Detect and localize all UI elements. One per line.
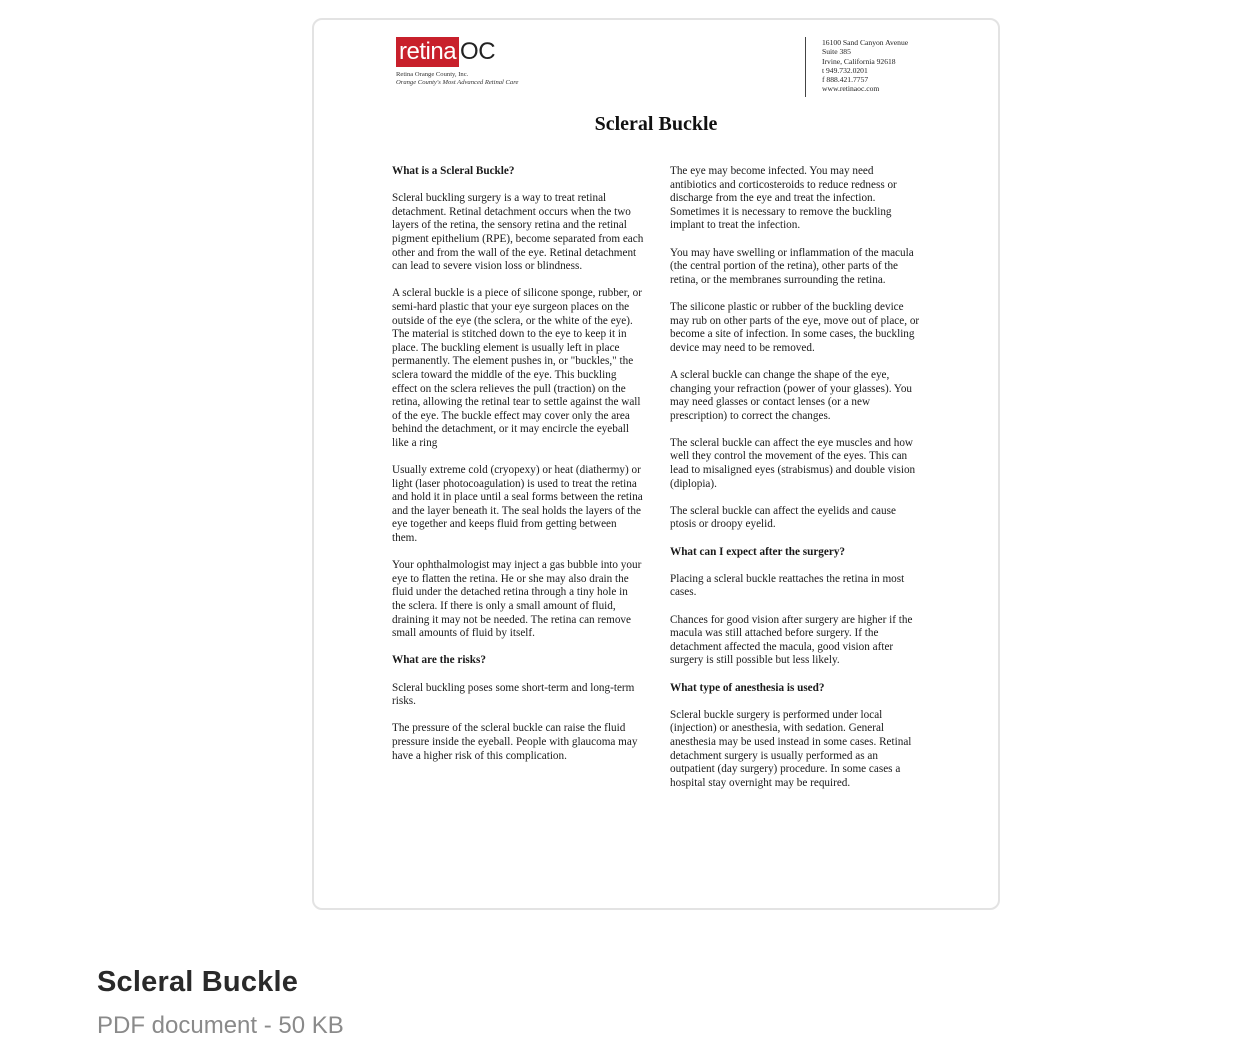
section-heading: What can I expect after the surgery? [670, 545, 846, 558]
logo-subtitle [396, 71, 518, 87]
letterhead-divider [805, 37, 806, 97]
paragraph: The silicone plastic or rubber of the buckling device may rub on other parts of the eye, move out of place, or become a site of infection. In some cases, the buckling device may need to be removed. [670, 300, 920, 354]
address-web: www.retinaoc.com [822, 84, 880, 94]
paragraph: Usually extreme cold (cryopexy) or heat (diathermy) or light (laser photocoagulation) is used to treat the retina and hold it in place until a seal forms between the retina and the layer beneath it. The seal holds the layers of the eye together and keeps fluid from getting between them. [392, 464, 643, 545]
address-line: Irvine, California 92618 [822, 56, 896, 66]
letterhead-address [822, 38, 908, 94]
address-fax: f 888.421.7757 [822, 75, 869, 85]
section-heading: What are the risks? [392, 654, 486, 667]
pdf-page [314, 20, 998, 908]
paragraph: Placing a scleral buckle reattaches the retina in most cases. [670, 572, 905, 599]
right-column [670, 165, 922, 804]
section-heading: What type of anesthesia is used? [670, 681, 825, 694]
paragraph: The scleral buckle can affect the eye muscles and how well they control the movement of the eyes. This can lead to misaligned eyes (strabismus) and double vision (diplopia). [670, 436, 916, 490]
company-tagline: Orange County's Most Advanced Retinal Care [396, 79, 519, 86]
paragraph: The eye may become infected. You may need antibiotics and corticosteroids to reduce redness or discharge from the eye and treat the infection. Sometimes it is necessary to remove the buckling implant to treat the infection. [670, 165, 897, 232]
paragraph: You may have swelling or inflammation of the macula (the central portion of the retina), other parts of the retina, or the membranes surrounding the retina. [670, 246, 914, 286]
logo-wordmark [396, 37, 518, 67]
paragraph: Scleral buckling poses some short-term and long-term risks. [392, 681, 635, 708]
address-phone: t 949.732.0201 [822, 65, 868, 75]
document-title: Scleral Buckle [594, 113, 718, 135]
retinaoc-logo [396, 37, 518, 87]
paragraph: A scleral buckle is a piece of silicone sponge, rubber, or semi-hard plastic that your eye surgeon places on the outside of the eye (the sclera, or the white of the eye). The material is stitched down to the eye to keep it in place. The buckling element is usually left in place permanently. The element pushes in, or "buckles," the sclera toward the middle of the eye. This buckling effect on the sclera relieves the pull (traction) on the retina, allowing the retinal tear to settle against the wall of the eye. The buckle effect may cover only the area behind the detachment, or it may encircle the eyeball like a ring [392, 287, 642, 449]
paragraph: Scleral buckling surgery is a way to treat retinal detachment. Retinal detachment occurs when the two layers of the retina, the sensory retina and the retinal pigment epithelium (RPE), become separated from each other and from the wall of the eye. Retinal detachment can lead to severe vision loss or blindness. [392, 192, 644, 273]
logo-dark-text: OC [460, 38, 496, 65]
paragraph: Chances for good vision after surgery are higher if the macula was still attached before surgery. If the detachment affected the macula, good vision after surgery is still possible but less likely. [670, 613, 913, 667]
paragraph: Your ophthalmologist may inject a gas bubble into your eye to flatten the retina. He or she may also drain the fluid under the detached retina through a tiny hole in the sclera. If there is only a small amount of fluid, draining it may not be needed. The retina can remove small amounts of fluid by itself. [392, 559, 642, 640]
paragraph: A scleral buckle can change the shape of the eye, changing your refraction (power of your glasses). You may need glasses or contact lenses (or a new prescription) to correct the changes. [670, 368, 913, 422]
pdf-preview-thumbnail[interactable] [312, 18, 1000, 910]
company-name: Retina Orange County, Inc. [396, 71, 469, 78]
file-name: Scleral Buckle [97, 966, 299, 998]
left-column [392, 165, 644, 777]
file-meta: PDF document - 50 KB [97, 1012, 344, 1039]
section-heading: What is a Scleral Buckle? [392, 165, 515, 177]
logo-red-text: retina [396, 37, 459, 67]
paragraph: Scleral buckle surgery is performed under local (injection) or anesthesia, with sedation. General anesthesia may be used instead in some cases. Retinal detachment surgery is usually performed as an outpatient (day surgery) procedure. In some cases a hospital stay overnight may be required. [670, 708, 912, 789]
address-line: 16100 Sand Canyon Avenue [822, 38, 909, 47]
address-line: Suite 385 [822, 47, 851, 57]
paragraph: The pressure of the scleral buckle can raise the fluid pressure inside the eyeball. People with glaucoma may have a higher risk of this complication. [392, 722, 638, 762]
paragraph: The scleral buckle can affect the eyelids and cause ptosis or droopy eyelid. [670, 504, 896, 531]
